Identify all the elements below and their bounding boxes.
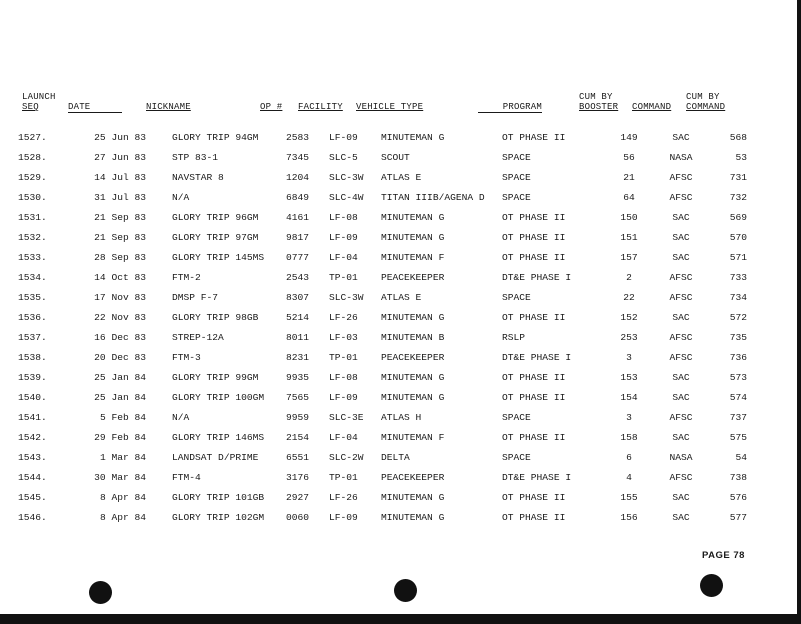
facility-cell: LF-08	[329, 371, 358, 383]
facility-cell: LF-03	[329, 331, 358, 343]
facility-cell: LF-09	[329, 391, 358, 403]
facility-cell: LF-09	[329, 511, 358, 523]
cum-by-command-cell: 735	[729, 331, 747, 343]
vehicle-type-cell: PEACEKEEPER	[381, 351, 445, 363]
launch-seq-cell: 1535.	[18, 291, 47, 303]
header-nickname	[146, 102, 191, 112]
cum-by-booster-cell: 158	[620, 431, 638, 443]
op-number-cell: 8011	[286, 331, 310, 343]
launch-date-cell: 28 Sep 83	[94, 251, 146, 263]
command-cell: SAC	[672, 311, 690, 323]
table-row	[18, 427, 747, 447]
command-cell: SAC	[672, 231, 690, 243]
cum-by-command-cell: 733	[729, 271, 747, 283]
cum-by-booster-cell: 4	[626, 471, 632, 483]
scan-edge-right	[797, 0, 801, 624]
nickname-cell: FTM-3	[172, 351, 201, 363]
command-cell: AFSC	[669, 411, 693, 423]
op-number-cell: 9959	[286, 411, 310, 423]
vehicle-type-cell: MINUTEMAN G	[381, 491, 445, 503]
scan-edge-bottom	[0, 614, 801, 624]
launch-date-cell: 14 Jul 83	[94, 171, 146, 183]
launch-date-cell: 31 Jul 83	[94, 191, 146, 203]
punch-hole-right	[700, 574, 723, 597]
launch-date-cell: 25 Jan 84	[94, 391, 146, 403]
nickname-cell: GLORY TRIP 146MS	[172, 431, 265, 443]
program-cell: DT&E PHASE I	[502, 471, 572, 483]
launch-date-cell: 20 Dec 83	[94, 351, 146, 363]
table-row	[18, 127, 747, 147]
table-row	[18, 467, 747, 487]
vehicle-type-cell: MINUTEMAN F	[381, 431, 445, 443]
header-date-text: DATE	[68, 102, 122, 113]
command-cell: AFSC	[669, 331, 693, 343]
cum-by-command-cell: 53	[735, 151, 747, 163]
launch-date-cell: 29 Feb 84	[94, 431, 146, 443]
launch-seq-cell: 1537.	[18, 331, 47, 343]
command-cell: AFSC	[669, 291, 693, 303]
launch-seq-cell: 1534.	[18, 271, 47, 283]
header-op	[260, 102, 282, 112]
op-number-cell: 1204	[286, 171, 310, 183]
op-number-cell: 6849	[286, 191, 310, 203]
command-cell: SAC	[672, 131, 690, 143]
nickname-cell: GLORY TRIP 96GM	[172, 211, 259, 223]
launch-table-body	[18, 127, 747, 527]
nickname-cell: STREP-12A	[172, 331, 224, 343]
cum-by-booster-cell: 155	[620, 491, 638, 503]
launch-seq-cell: 1542.	[18, 431, 47, 443]
facility-cell: SLC-2W	[329, 451, 364, 463]
cum-by-booster-cell: 153	[620, 371, 638, 383]
cum-by-booster-cell: 64	[623, 191, 635, 203]
op-number-cell: 4161	[286, 211, 310, 223]
punch-hole-center	[394, 579, 417, 602]
op-number-cell: 2543	[286, 271, 310, 283]
program-cell: OT PHASE II	[502, 231, 566, 243]
vehicle-type-cell: DELTA	[381, 451, 410, 463]
nickname-cell: N/A	[172, 411, 190, 423]
header-program	[478, 102, 542, 113]
op-number-cell: 6551	[286, 451, 310, 463]
table-row	[18, 307, 747, 327]
program-cell: RSLP	[502, 331, 526, 343]
cum-by-command-cell: 568	[729, 131, 747, 143]
launch-seq-cell: 1543.	[18, 451, 47, 463]
table-row	[18, 507, 747, 527]
header-vehicle-type	[356, 102, 423, 112]
program-cell: SPACE	[502, 451, 531, 463]
launch-seq-cell: 1545.	[18, 491, 47, 503]
command-cell: AFSC	[669, 271, 693, 283]
header-cum-booster-line2: BOOSTER	[579, 102, 619, 112]
table-row	[18, 227, 747, 247]
cum-by-booster-cell: 56	[623, 151, 635, 163]
nickname-cell: GLORY TRIP 99GM	[172, 371, 259, 383]
table-row	[18, 447, 747, 467]
cum-by-booster-cell: 152	[620, 311, 638, 323]
cum-by-command-cell: 572	[729, 311, 747, 323]
cum-by-command-cell: 731	[729, 171, 747, 183]
vehicle-type-cell: MINUTEMAN G	[381, 511, 445, 523]
launch-date-cell: 27 Jun 83	[94, 151, 146, 163]
op-number-cell: 8231	[286, 351, 310, 363]
program-cell: SPACE	[502, 171, 531, 183]
program-cell: DT&E PHASE I	[502, 271, 572, 283]
facility-cell: LF-26	[329, 311, 358, 323]
nickname-cell: STP 83-1	[172, 151, 219, 163]
table-row	[18, 247, 747, 267]
facility-cell: SLC-3W	[329, 291, 364, 303]
cum-by-booster-cell: 22	[623, 291, 635, 303]
header-facility-text: FACILITY	[298, 102, 343, 112]
cum-by-command-cell: 738	[729, 471, 747, 483]
cum-by-command-cell: 574	[729, 391, 747, 403]
vehicle-type-cell: PEACEKEEPER	[381, 471, 445, 483]
command-cell: NASA	[669, 151, 693, 163]
cum-by-command-cell: 736	[729, 351, 747, 363]
facility-cell: TP-01	[329, 351, 358, 363]
op-number-cell: 5214	[286, 311, 310, 323]
table-row	[18, 407, 747, 427]
nickname-cell: GLORY TRIP 101GB	[172, 491, 265, 503]
header-command	[632, 102, 671, 112]
launch-table	[18, 127, 747, 527]
nickname-cell: N/A	[172, 191, 190, 203]
launch-seq-cell: 1529.	[18, 171, 47, 183]
op-number-cell: 9935	[286, 371, 310, 383]
command-cell: NASA	[669, 451, 693, 463]
launch-date-cell: 17 Nov 83	[94, 291, 146, 303]
cum-by-booster-cell: 3	[626, 411, 632, 423]
facility-cell: SLC-5	[329, 151, 358, 163]
cum-by-command-cell: 54	[735, 451, 747, 463]
op-number-cell: 0060	[286, 511, 310, 523]
cum-by-command-cell: 577	[729, 511, 747, 523]
cum-by-command-cell: 575	[729, 431, 747, 443]
header-cum-command-line1: CUM BY	[686, 92, 720, 102]
launch-date-cell: 1 Mar 84	[99, 451, 146, 463]
vehicle-type-cell: MINUTEMAN G	[381, 231, 445, 243]
page-number: PAGE 78	[702, 550, 745, 561]
table-row	[18, 267, 747, 287]
launch-seq-cell: 1540.	[18, 391, 47, 403]
command-cell: SAC	[672, 251, 690, 263]
table-row	[18, 387, 747, 407]
command-cell: AFSC	[669, 471, 693, 483]
header-vehicle-type-text: VEHICLE TYPE	[356, 102, 424, 112]
header-date	[68, 102, 122, 113]
punch-hole-left	[89, 581, 112, 604]
vehicle-type-cell: ATLAS H	[381, 411, 422, 423]
nickname-cell: FTM-4	[172, 471, 201, 483]
op-number-cell: 9817	[286, 231, 310, 243]
command-cell: SAC	[672, 211, 690, 223]
table-row	[18, 147, 747, 167]
nickname-cell: GLORY TRIP 102GM	[172, 511, 265, 523]
command-cell: SAC	[672, 491, 690, 503]
nickname-cell: DMSP F-7	[172, 291, 219, 303]
nickname-cell: GLORY TRIP 145MS	[172, 251, 265, 263]
op-number-cell: 2583	[286, 131, 310, 143]
launch-seq-cell: 1532.	[18, 231, 47, 243]
table-row	[18, 207, 747, 227]
command-cell: AFSC	[669, 191, 693, 203]
launch-seq-cell: 1541.	[18, 411, 47, 423]
launch-date-cell: 8 Apr 84	[99, 491, 146, 503]
command-cell: SAC	[672, 391, 690, 403]
cum-by-booster-cell: 21	[623, 171, 635, 183]
cum-by-booster-cell: 6	[626, 451, 632, 463]
facility-cell: SLC-3E	[329, 411, 364, 423]
facility-cell: LF-09	[329, 231, 358, 243]
nickname-cell: GLORY TRIP 100GM	[172, 391, 265, 403]
header-cum-command-line2: COMMAND	[686, 102, 726, 112]
facility-cell: LF-26	[329, 491, 358, 503]
program-cell: SPACE	[502, 411, 531, 423]
header-op-text: OP #	[260, 102, 283, 112]
nickname-cell: NAVSTAR 8	[172, 171, 224, 183]
program-cell: OT PHASE II	[502, 371, 566, 383]
command-cell: AFSC	[669, 171, 693, 183]
header-launch-seq-line2: SEQ	[22, 102, 39, 112]
table-row	[18, 327, 747, 347]
vehicle-type-cell: MINUTEMAN G	[381, 391, 445, 403]
cum-by-command-cell: 737	[729, 411, 747, 423]
launch-seq-cell: 1544.	[18, 471, 47, 483]
program-cell: OT PHASE II	[502, 131, 566, 143]
launch-date-cell: 5 Feb 84	[99, 411, 146, 423]
program-cell: OT PHASE II	[502, 511, 566, 523]
facility-cell: LF-04	[329, 431, 358, 443]
vehicle-type-cell: SCOUT	[381, 151, 410, 163]
command-cell: SAC	[672, 371, 690, 383]
op-number-cell: 7565	[286, 391, 310, 403]
op-number-cell: 3176	[286, 471, 310, 483]
op-number-cell: 2154	[286, 431, 310, 443]
launch-date-cell: 25 Jun 83	[94, 131, 146, 143]
header-cum-booster-line1: CUM BY	[579, 92, 613, 102]
facility-cell: LF-08	[329, 211, 358, 223]
vehicle-type-cell: MINUTEMAN F	[381, 251, 445, 263]
launch-date-cell: 16 Dec 83	[94, 331, 146, 343]
cum-by-booster-cell: 151	[620, 231, 638, 243]
vehicle-type-cell: MINUTEMAN B	[381, 331, 445, 343]
header-launch-seq-line1: LAUNCH	[22, 92, 56, 102]
cum-by-command-cell: 576	[729, 491, 747, 503]
launch-seq-cell: 1530.	[18, 191, 47, 203]
program-cell: OT PHASE II	[502, 211, 566, 223]
table-row	[18, 367, 747, 387]
cum-by-command-cell: 570	[729, 231, 747, 243]
header-cum-by-command	[686, 92, 725, 112]
cum-by-command-cell: 734	[729, 291, 747, 303]
facility-cell: LF-09	[329, 131, 358, 143]
op-number-cell: 2927	[286, 491, 310, 503]
launch-seq-cell: 1527.	[18, 131, 47, 143]
program-cell: SPACE	[502, 191, 531, 203]
cum-by-command-cell: 571	[729, 251, 747, 263]
cum-by-booster-cell: 150	[620, 211, 638, 223]
program-cell: OT PHASE II	[502, 311, 566, 323]
cum-by-command-cell: 732	[729, 191, 747, 203]
cum-by-command-cell: 569	[729, 211, 747, 223]
command-cell: SAC	[672, 511, 690, 523]
op-number-cell: 0777	[286, 251, 310, 263]
launch-seq-cell: 1531.	[18, 211, 47, 223]
header-nickname-text: NICKNAME	[146, 102, 191, 112]
nickname-cell: LANDSAT D/PRIME	[172, 451, 259, 463]
nickname-cell: FTM-2	[172, 271, 201, 283]
table-row	[18, 187, 747, 207]
cum-by-booster-cell: 154	[620, 391, 638, 403]
launch-seq-cell: 1546.	[18, 511, 47, 523]
facility-cell: SLC-4W	[329, 191, 364, 203]
vehicle-type-cell: TITAN IIIB/AGENA D	[381, 191, 485, 203]
program-cell: OT PHASE II	[502, 251, 566, 263]
header-facility	[298, 102, 343, 112]
command-cell: AFSC	[669, 351, 693, 363]
vehicle-type-cell: PEACEKEEPER	[381, 271, 445, 283]
program-cell: OT PHASE II	[502, 391, 566, 403]
cum-by-booster-cell: 2	[626, 271, 632, 283]
vehicle-type-cell: MINUTEMAN G	[381, 131, 445, 143]
command-cell: SAC	[672, 431, 690, 443]
cum-by-booster-cell: 156	[620, 511, 638, 523]
launch-date-cell: 8 Apr 84	[99, 511, 146, 523]
launch-date-cell: 22 Nov 83	[94, 311, 146, 323]
program-cell: SPACE	[502, 291, 531, 303]
vehicle-type-cell: MINUTEMAN G	[381, 311, 445, 323]
launch-date-cell: 21 Sep 83	[94, 211, 146, 223]
table-row	[18, 287, 747, 307]
launch-seq-cell: 1528.	[18, 151, 47, 163]
vehicle-type-cell: MINUTEMAN G	[381, 211, 445, 223]
cum-by-booster-cell: 253	[620, 331, 638, 343]
header-command-text: COMMAND	[632, 102, 672, 112]
header-launch-seq	[22, 92, 56, 112]
launch-seq-cell: 1536.	[18, 311, 47, 323]
header-cum-by-booster	[579, 92, 618, 112]
table-row	[18, 487, 747, 507]
vehicle-type-cell: ATLAS E	[381, 171, 422, 183]
facility-cell: LF-04	[329, 251, 358, 263]
program-cell: DT&E PHASE I	[502, 351, 572, 363]
facility-cell: TP-01	[329, 471, 358, 483]
launch-seq-cell: 1538.	[18, 351, 47, 363]
program-cell: OT PHASE II	[502, 431, 566, 443]
nickname-cell: GLORY TRIP 94GM	[172, 131, 259, 143]
facility-cell: TP-01	[329, 271, 358, 283]
cum-by-booster-cell: 3	[626, 351, 632, 363]
table-row	[18, 347, 747, 367]
vehicle-type-cell: MINUTEMAN G	[381, 371, 445, 383]
header-program-text: PROGRAM	[478, 102, 542, 113]
nickname-cell: GLORY TRIP 97GM	[172, 231, 259, 243]
program-cell: OT PHASE II	[502, 491, 566, 503]
launch-seq-cell: 1539.	[18, 371, 47, 383]
table-row	[18, 167, 747, 187]
op-number-cell: 7345	[286, 151, 310, 163]
launch-seq-cell: 1533.	[18, 251, 47, 263]
cum-by-booster-cell: 157	[620, 251, 638, 263]
launch-date-cell: 25 Jan 84	[94, 371, 146, 383]
facility-cell: SLC-3W	[329, 171, 364, 183]
program-cell: SPACE	[502, 151, 531, 163]
op-number-cell: 8307	[286, 291, 310, 303]
nickname-cell: GLORY TRIP 98GB	[172, 311, 259, 323]
launch-date-cell: 30 Mar 84	[94, 471, 146, 483]
launch-date-cell: 14 Oct 83	[94, 271, 146, 283]
cum-by-command-cell: 573	[729, 371, 747, 383]
vehicle-type-cell: ATLAS E	[381, 291, 422, 303]
launch-date-cell: 21 Sep 83	[94, 231, 146, 243]
cum-by-booster-cell: 149	[620, 131, 638, 143]
